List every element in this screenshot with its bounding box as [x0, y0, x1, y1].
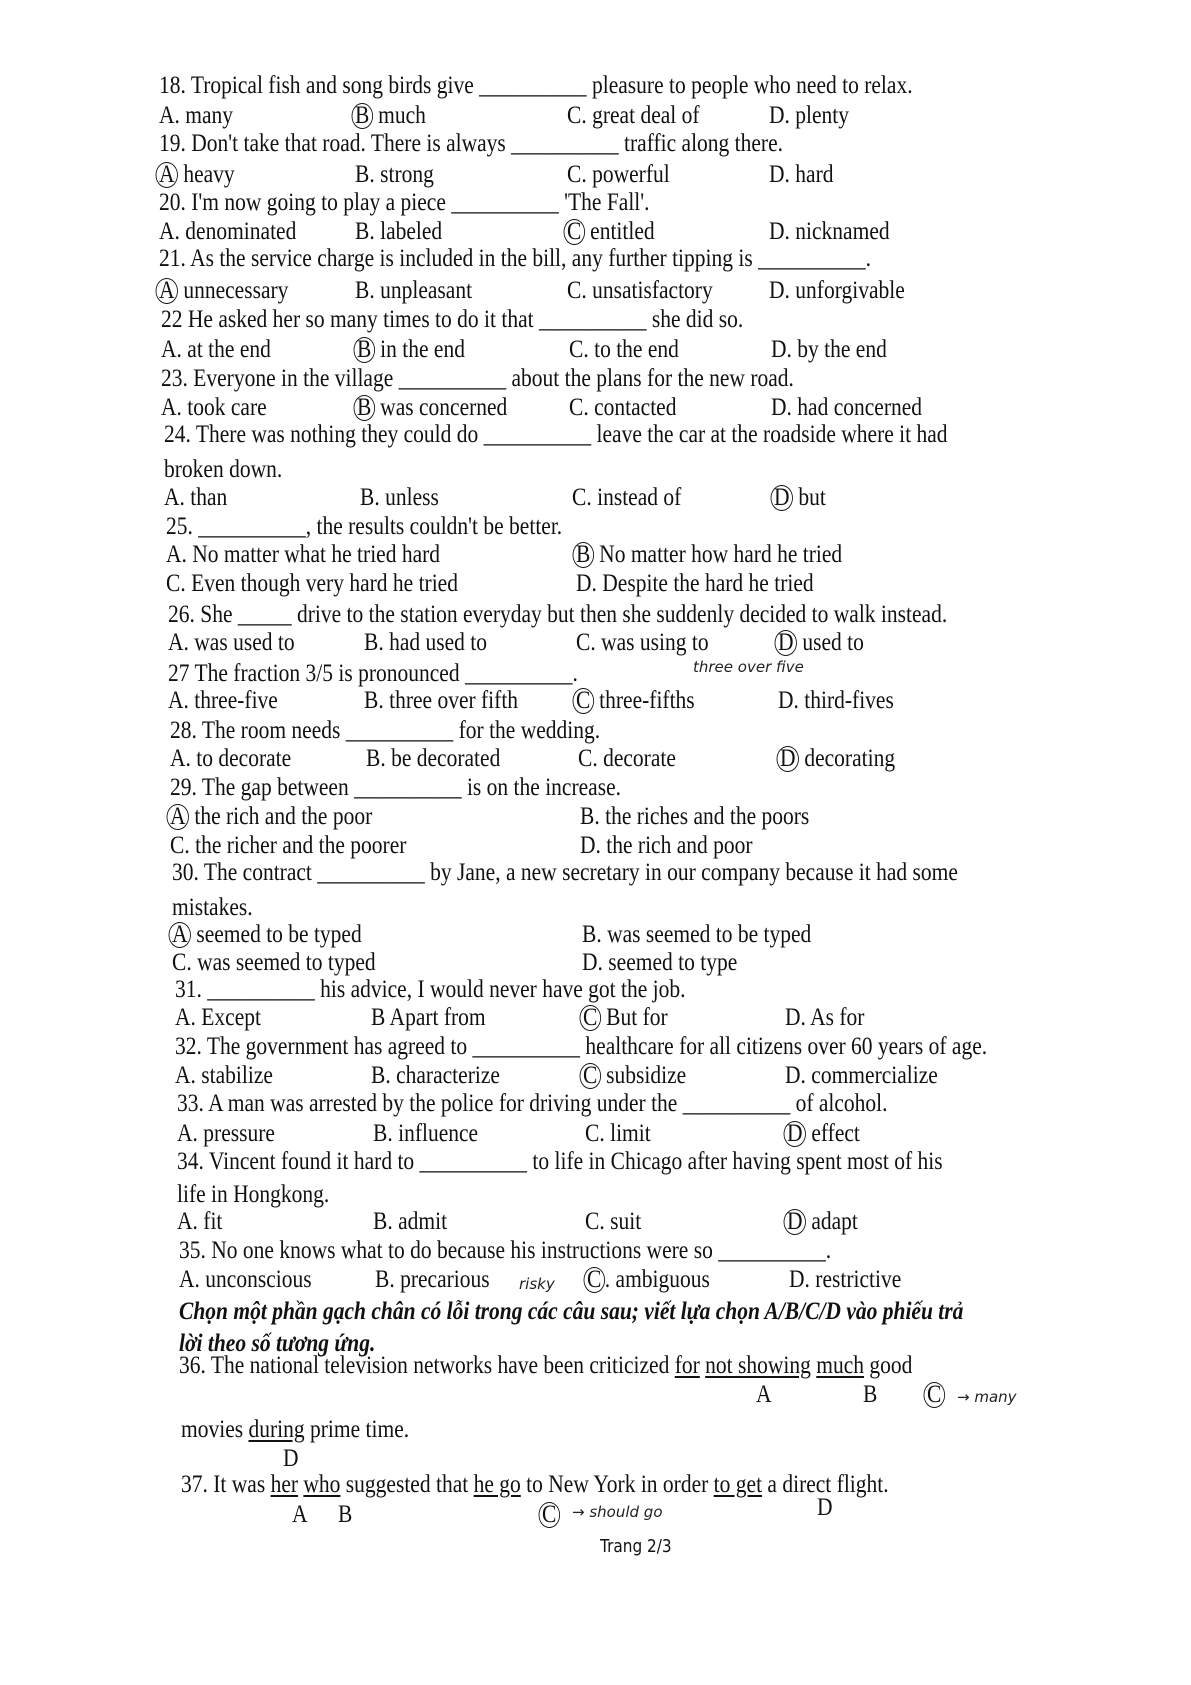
option-letter: C — [569, 336, 584, 363]
option-text: decorating — [798, 745, 896, 772]
question-stem: 27 The fraction 3/5 is pronounced __________. — [168, 660, 578, 687]
answer-option-a — [166, 540, 440, 570]
question-stem: 23. Everyone in the village __________ about the plans for the new road. — [161, 365, 794, 392]
option-letter: B — [354, 395, 375, 421]
option-letter: C — [584, 1267, 605, 1293]
option-text: . was seemed to be typed — [596, 921, 812, 948]
instruction-text: Chọn một phần gạch chân có lỗi trong các câu sau; viết lựa chọn A/B/C/D vào phiếu trả — [179, 1298, 964, 1325]
answer-option-d — [576, 569, 814, 599]
marker-letter: A — [756, 1381, 772, 1408]
answer-option-c — [587, 1265, 710, 1295]
option-letter: D — [789, 1266, 805, 1293]
answer-option-b — [355, 276, 472, 306]
answer-option-c — [567, 160, 670, 190]
question-stem: 33. A man was arrested by the police for driving under the __________ of alcohol. — [177, 1090, 888, 1117]
option-text: But for — [600, 1004, 668, 1031]
option-letter: D — [769, 218, 785, 245]
option-letter: C — [166, 570, 181, 597]
answer-option-b — [355, 160, 434, 190]
answer-option-b — [355, 101, 426, 131]
question-stem: 19. Don't take that road. There is always __________ traffic along there. — [159, 130, 784, 157]
answer-option-b — [373, 1119, 478, 1149]
option-text: . stabilize — [190, 1062, 273, 1089]
option-letter: C — [580, 1063, 601, 1089]
answer-option-b — [364, 628, 487, 658]
option-marker-d — [817, 1493, 833, 1523]
option-letter: C — [567, 161, 582, 188]
option-letter: C — [576, 629, 591, 656]
option-letter: D — [576, 570, 592, 597]
option-letter: B — [371, 1062, 386, 1089]
question-stem: broken down. — [164, 456, 283, 483]
option-letter: A — [161, 394, 177, 421]
answer-option-c — [585, 1119, 651, 1149]
marker-letter: A — [292, 1501, 308, 1528]
answer-option-c — [567, 101, 700, 131]
option-marker-c — [927, 1380, 945, 1410]
answer-option-d — [787, 1207, 858, 1237]
option-letter: B — [355, 277, 370, 304]
question-stem: 21. As the service charge is included in the bill, any further tipping is __________. — [159, 245, 871, 272]
option-marker-b — [863, 1380, 877, 1410]
option-text: three-fifths — [593, 687, 695, 714]
marker-letter: B — [338, 1501, 353, 1528]
option-text: unnecessary — [177, 277, 289, 304]
option-letter: B — [364, 629, 379, 656]
option-text: entitled — [584, 218, 655, 245]
answer-option-c — [572, 483, 681, 513]
answer-option-a — [170, 802, 372, 832]
option-text: . than — [179, 484, 228, 511]
option-text: . Even though very hard he tried — [180, 570, 458, 597]
option-letter: C — [564, 219, 585, 245]
option-letter: A — [166, 541, 182, 568]
option-text: . admit — [387, 1208, 448, 1235]
underlined-part: he go — [473, 1471, 521, 1498]
option-text: . had concerned — [786, 394, 923, 421]
question-stem: 22 He asked her so many times to do it that __________ she did so. — [161, 306, 744, 333]
option-text: but — [792, 484, 826, 511]
answer-option-d — [580, 831, 753, 861]
answer-option-c — [576, 628, 709, 658]
option-text: . was using to — [590, 629, 709, 656]
underlined-part: who — [303, 1471, 341, 1498]
question-stem: mistakes. — [172, 894, 253, 921]
answer-option-c — [576, 686, 695, 716]
option-letter: C — [567, 102, 582, 129]
option-text: . As for — [800, 1004, 865, 1031]
option-text: . unconscious — [194, 1266, 312, 1293]
option-letter: A — [170, 745, 186, 772]
option-letter: C — [585, 1120, 600, 1147]
option-letter: A — [159, 102, 175, 129]
answer-option-d — [789, 1265, 901, 1295]
option-text: . pressure — [192, 1120, 275, 1147]
option-text: the rich and the poor — [188, 803, 373, 830]
question-stem: 30. The contract __________ by Jane, a new secretary in our company because it had some — [172, 859, 958, 886]
answer-option-d — [787, 1119, 860, 1149]
option-letter: B — [355, 161, 370, 188]
option-letter: D — [580, 832, 596, 859]
answer-option-a — [159, 101, 233, 131]
handwritten-correction: → many — [957, 1388, 1017, 1406]
option-text: . three-five — [183, 687, 278, 714]
option-text: No matter how hard he tried — [593, 541, 843, 568]
option-letter: B — [573, 542, 594, 568]
option-letter: D — [769, 277, 785, 304]
underlined-part: for — [674, 1352, 700, 1379]
answer-option-b — [371, 1061, 500, 1091]
option-text: . Except — [190, 1004, 261, 1031]
answer-option-b — [582, 920, 811, 950]
answer-option-a — [177, 1119, 275, 1149]
sentence-text: 36. The national television networks have been criticized — [179, 1352, 675, 1379]
question-stem: 29. The gap between __________ is on the increase. — [170, 774, 621, 801]
question-stem: 32. The government has agreed to __________ healthcare for all citizens over 60 years of age. — [175, 1033, 988, 1060]
question-stem: 35. No one knows what to do because his instructions were so __________. — [179, 1237, 832, 1264]
error-question-line — [179, 1351, 912, 1381]
option-text: in the end — [374, 336, 465, 363]
option-text: . Despite the hard he tried — [591, 570, 814, 597]
question-stem: life in Hongkong. — [177, 1181, 330, 1208]
option-text: . seemed to type — [597, 949, 738, 976]
answer-option-a — [175, 1061, 273, 1091]
option-text: . unsatisfactory — [581, 277, 713, 304]
underlined-part: much — [816, 1352, 865, 1379]
answer-option-b — [375, 1265, 490, 1295]
option-letter: C — [572, 484, 587, 511]
option-text: . plenty — [784, 102, 850, 129]
option-letter: B — [371, 1004, 386, 1031]
option-text: . decorate — [592, 745, 676, 772]
option-text: . denominated — [174, 218, 297, 245]
option-letter: B — [354, 337, 375, 363]
marker-letter: C — [539, 1502, 560, 1528]
option-letter: D — [771, 336, 787, 363]
answer-option-a — [161, 335, 271, 365]
answer-option-a — [161, 393, 267, 423]
option-text: . unforgivable — [784, 277, 905, 304]
answer-option-b — [576, 540, 842, 570]
option-letter: C — [172, 949, 187, 976]
option-text: . fit — [192, 1208, 223, 1235]
option-letter: B — [355, 218, 370, 245]
question-stem: 24. There was nothing they could do __________ leave the car at the roadside where it had — [164, 421, 948, 448]
option-letter: C — [573, 688, 594, 714]
answer-option-c — [170, 831, 406, 861]
answer-option-d — [771, 393, 922, 423]
answer-option-c — [166, 569, 458, 599]
answer-option-c — [585, 1207, 641, 1237]
option-text: seemed to be typed — [190, 921, 362, 948]
answer-option-c — [583, 1003, 668, 1033]
option-letter: D — [778, 687, 794, 714]
option-letter: A — [156, 162, 178, 188]
option-text: . powerful — [581, 161, 670, 188]
answer-option-b — [366, 744, 500, 774]
option-text: . the riches and the poors — [594, 803, 810, 830]
option-text: . to the end — [583, 336, 679, 363]
question-stem: 25. __________, the results couldn't be better. — [166, 513, 563, 540]
option-letter: B — [364, 687, 379, 714]
underlined-part: her — [270, 1471, 299, 1498]
option-letter: D — [582, 949, 598, 976]
option-letter: D — [771, 485, 793, 511]
sentence-text: good — [864, 1352, 913, 1379]
option-letter: D — [769, 102, 785, 129]
answer-option-d — [785, 1061, 938, 1091]
answer-option-a — [159, 276, 288, 306]
option-text: . labeled — [369, 218, 443, 245]
option-text: . precarious — [389, 1266, 490, 1293]
answer-option-d — [769, 101, 849, 131]
option-text: . characterize — [385, 1062, 500, 1089]
option-text: . No matter what he tried hard — [181, 541, 441, 568]
handwritten-note: risky — [519, 1275, 555, 1293]
handwritten-note: three over five — [693, 658, 804, 676]
option-letter: B — [580, 803, 595, 830]
question-stem: 34. Vincent found it hard to __________ to life in Chicago after having spent most of his — [177, 1148, 943, 1175]
option-letter: B — [373, 1208, 388, 1235]
option-letter: A — [169, 922, 191, 948]
option-letter: C — [569, 394, 584, 421]
option-letter: A — [177, 1208, 193, 1235]
option-text: . influence — [387, 1120, 479, 1147]
sentence-text: prime time. — [304, 1416, 410, 1443]
option-text: much — [372, 102, 426, 129]
option-text: . to decorate — [185, 745, 292, 772]
option-letter: B — [366, 745, 381, 772]
option-text: . many — [174, 102, 234, 129]
question-stem: 28. The room needs __________ for the wedding. — [170, 717, 601, 744]
answer-option-a — [170, 744, 291, 774]
marker-letter: D — [817, 1494, 833, 1521]
handwritten-correction: → should go — [572, 1503, 663, 1521]
option-text: . instead of — [586, 484, 682, 511]
answer-option-b — [371, 1003, 486, 1033]
option-text: . ambiguous — [604, 1266, 710, 1293]
option-text: . at the end — [176, 336, 271, 363]
option-text: . was used to — [183, 629, 295, 656]
answer-option-d — [582, 948, 737, 978]
underlined-part: not showing — [705, 1352, 811, 1379]
option-text: . had used to — [378, 629, 488, 656]
option-text: . hard — [784, 161, 834, 188]
answer-option-d — [769, 160, 833, 190]
answer-option-b — [373, 1207, 447, 1237]
option-text: . by the end — [786, 336, 887, 363]
page-number: Trang 2/3 — [600, 1536, 672, 1557]
option-text: . great deal of — [581, 102, 700, 129]
option-text: heavy — [177, 161, 235, 188]
option-text: . suit — [599, 1208, 642, 1235]
answer-option-d — [769, 217, 890, 247]
answer-option-d — [778, 628, 864, 658]
option-letter: A — [156, 278, 178, 304]
option-text: effect — [805, 1120, 860, 1147]
option-letter: D — [785, 1062, 801, 1089]
option-marker-a — [756, 1380, 772, 1410]
option-text: . limit — [599, 1120, 651, 1147]
option-text: . be decorated — [380, 745, 501, 772]
option-letter: B — [373, 1120, 388, 1147]
instruction-text: lời theo số tương ứng. — [179, 1330, 376, 1357]
sentence-text: to New York in order — [520, 1471, 714, 1498]
option-text: was concerned — [374, 394, 508, 421]
answer-option-c — [172, 948, 376, 978]
option-letter: A — [175, 1004, 191, 1031]
answer-option-a — [177, 1207, 222, 1237]
option-text: . unpleasant — [369, 277, 473, 304]
answer-option-c — [578, 744, 676, 774]
answer-option-d — [778, 686, 894, 716]
marker-letter: B — [863, 1381, 878, 1408]
option-text: . the rich and poor — [595, 832, 753, 859]
option-letter: A — [164, 484, 180, 511]
option-text: . took care — [176, 394, 267, 421]
sentence-text: 37. It was — [181, 1471, 271, 1498]
answer-option-b — [357, 335, 465, 365]
option-letter: B — [582, 921, 597, 948]
option-text: . contacted — [583, 394, 677, 421]
answer-option-b — [357, 393, 507, 423]
error-question-line — [181, 1470, 889, 1500]
option-text: . restrictive — [804, 1266, 902, 1293]
answer-option-d — [769, 276, 905, 306]
option-letter: C — [170, 832, 185, 859]
option-letter: D — [775, 630, 797, 656]
option-letter: A — [161, 336, 177, 363]
option-text: . commercialize — [800, 1062, 938, 1089]
option-letter: A — [168, 629, 184, 656]
answer-option-a — [168, 686, 278, 716]
option-letter: B — [360, 484, 375, 511]
sentence-text: suggested that — [340, 1471, 474, 1498]
option-text: subsidize — [600, 1062, 687, 1089]
option-marker-c — [542, 1500, 560, 1530]
answer-option-c — [569, 335, 679, 365]
marker-letter: C — [924, 1382, 945, 1408]
option-letter: D — [784, 1209, 806, 1235]
answer-option-c — [567, 217, 655, 247]
answer-option-b — [364, 686, 518, 716]
answer-option-b — [580, 802, 809, 832]
option-letter: A — [159, 218, 175, 245]
option-letter: C — [567, 277, 582, 304]
option-text: . was seemed to typed — [186, 949, 376, 976]
answer-option-d — [780, 744, 895, 774]
answer-option-a — [164, 483, 227, 513]
option-letter: D — [784, 1121, 806, 1147]
option-letter: D — [771, 394, 787, 421]
answer-option-a — [172, 920, 362, 950]
option-letter: A — [175, 1062, 191, 1089]
error-question-line — [181, 1415, 409, 1445]
question-stem: 18. Tropical fish and song birds give __________ pleasure to people who need to relax. — [159, 72, 913, 99]
option-text: . unless — [374, 484, 439, 511]
sentence-text: a direct flight. — [762, 1471, 889, 1498]
answer-option-a — [179, 1265, 312, 1295]
option-letter: C — [580, 1005, 601, 1031]
answer-option-d — [785, 1003, 864, 1033]
option-letter: A — [177, 1120, 193, 1147]
answer-option-c — [583, 1061, 686, 1091]
answer-option-b — [360, 483, 439, 513]
answer-option-a — [159, 160, 235, 190]
answer-option-a — [175, 1003, 261, 1033]
option-letter: A — [167, 804, 189, 830]
option-text: . nicknamed — [784, 218, 890, 245]
option-letter: C — [585, 1208, 600, 1235]
marker-letter: D — [283, 1445, 299, 1472]
underlined-part: during — [248, 1416, 305, 1443]
option-letter: A — [168, 687, 184, 714]
answer-option-b — [355, 217, 442, 247]
option-text: . three over fifth — [378, 687, 519, 714]
underlined-part: to get — [713, 1471, 763, 1498]
answer-option-d — [774, 483, 826, 513]
option-letter: C — [578, 745, 593, 772]
option-text: . strong — [369, 161, 434, 188]
answer-option-d — [771, 335, 887, 365]
option-letter: A — [179, 1266, 195, 1293]
question-stem: 31. __________ his advice, I would never have got the job. — [175, 976, 686, 1003]
question-stem: 20. I'm now going to play a piece __________ 'The Fall'. — [159, 189, 650, 216]
option-marker-b — [338, 1500, 352, 1530]
option-text: used to — [796, 629, 864, 656]
answer-option-a — [168, 628, 295, 658]
answer-option-a — [159, 217, 296, 247]
answer-option-c — [567, 276, 713, 306]
option-letter: B — [375, 1266, 390, 1293]
answer-option-c — [569, 393, 676, 423]
option-text: . the richer and the poorer — [184, 832, 407, 859]
option-marker-a — [292, 1500, 308, 1530]
sentence-text: movies — [181, 1416, 249, 1443]
option-letter: B — [352, 103, 373, 129]
option-letter: D — [769, 161, 785, 188]
option-text: Apart from — [385, 1004, 486, 1031]
option-text: adapt — [805, 1208, 858, 1235]
option-letter: D — [777, 746, 799, 772]
question-stem: 26. She _____ drive to the station everyday but then she suddenly decided to walk instead. — [168, 601, 948, 628]
option-letter: D — [785, 1004, 801, 1031]
option-text: . third-fives — [793, 687, 894, 714]
